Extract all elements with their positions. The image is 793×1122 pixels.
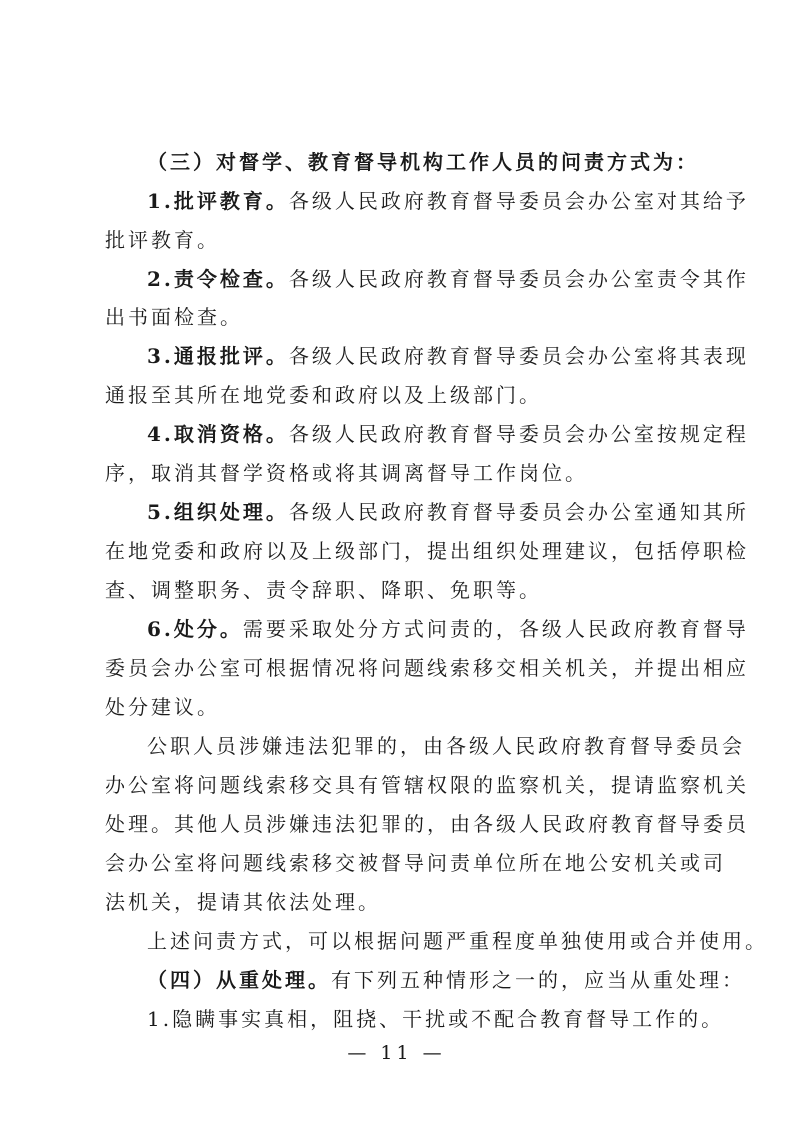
text-line	[105, 303, 243, 331]
body-text: 公职人员涉嫌违法犯罪的，由各级人民政府教育督导委员会	[147, 734, 745, 758]
text-line	[147, 927, 768, 955]
text-line	[147, 148, 699, 176]
body-text: 处分建议。	[105, 695, 220, 719]
text-line	[105, 459, 588, 487]
text-line	[105, 693, 220, 721]
bold-heading-text: 4.取消资格。	[147, 422, 289, 446]
bold-heading-text: 1.批评教育。	[147, 189, 289, 213]
body-text: 处理。其他人员涉嫌违法犯罪的，由各级人民政府教育督导委员	[105, 812, 749, 836]
text-line	[147, 420, 749, 448]
text-line	[147, 966, 745, 994]
body-text: 各级人民政府教育督导委员会办公室责令其作	[288, 267, 749, 291]
body-text: 会办公室将问题线索移交被督导问责单位所在地公安机关或司	[105, 851, 726, 875]
text-line	[105, 888, 381, 916]
page-number: — 11 —	[347, 1042, 446, 1064]
body-text: 办公室将问题线索移交具有管辖权限的监察机关，提请监察机关	[105, 773, 749, 797]
body-text: 查、调整职务、责令辞职、降职、免职等。	[105, 578, 542, 602]
text-line	[105, 810, 749, 838]
text-line	[105, 381, 542, 409]
text-line	[105, 654, 749, 682]
body-text: 批评教育。	[105, 228, 220, 252]
body-text: 各级人民政府教育督导委员会办公室按规定程	[288, 422, 749, 446]
text-line	[105, 537, 749, 565]
text-line	[105, 849, 726, 877]
text-line	[147, 342, 749, 370]
text-line	[105, 576, 542, 604]
body-text: 在地党委和政府以及上级部门，提出组织处理建议，包括停职检	[105, 539, 749, 563]
text-line	[147, 265, 749, 293]
bold-heading-text: （四）从重处理。	[147, 968, 331, 992]
text-line	[147, 1005, 724, 1033]
text-line	[147, 615, 749, 643]
body-text: 各级人民政府教育督导委员会办公室通知其所	[288, 500, 749, 524]
text-line	[147, 187, 749, 215]
body-text: 各级人民政府教育督导委员会办公室将其表现	[288, 344, 749, 368]
bold-heading-text: 3.通报批评。	[147, 344, 289, 368]
body-text: 序，取消其督学资格或将其调离督导工作岗位。	[105, 461, 588, 485]
body-text: 法机关，提请其依法处理。	[105, 890, 381, 914]
body-text: 通报至其所在地党委和政府以及上级部门。	[105, 383, 542, 407]
text-line	[147, 498, 749, 526]
bold-heading-text: 5.组织处理。	[147, 500, 289, 524]
body-text: 上述问责方式，可以根据问题严重程度单独使用或合并使用。	[147, 929, 768, 953]
text-line	[147, 732, 745, 760]
body-text: 各级人民政府教育督导委员会办公室对其给予	[288, 189, 749, 213]
body-text: 需要采取处分方式问责的，各级人民政府教育督导	[242, 617, 749, 641]
body-text: 出书面检查。	[105, 305, 243, 329]
text-line	[105, 226, 220, 254]
bold-heading-text: 2.责令检查。	[147, 267, 289, 291]
body-text: 委员会办公室可根据情况将问题线索移交相关机关，并提出相应	[105, 656, 749, 680]
body-text: 1.隐瞒事实真相，阻挠、干扰或不配合教育督导工作的。	[147, 1007, 725, 1031]
text-line	[105, 771, 749, 799]
bold-heading-text: 6.处分。	[147, 617, 243, 641]
bold-heading-text: （三）对督学、教育督导机构工作人员的问责方式为：	[147, 150, 699, 174]
body-text: 有下列五种情形之一的，应当从重处理：	[331, 968, 745, 992]
